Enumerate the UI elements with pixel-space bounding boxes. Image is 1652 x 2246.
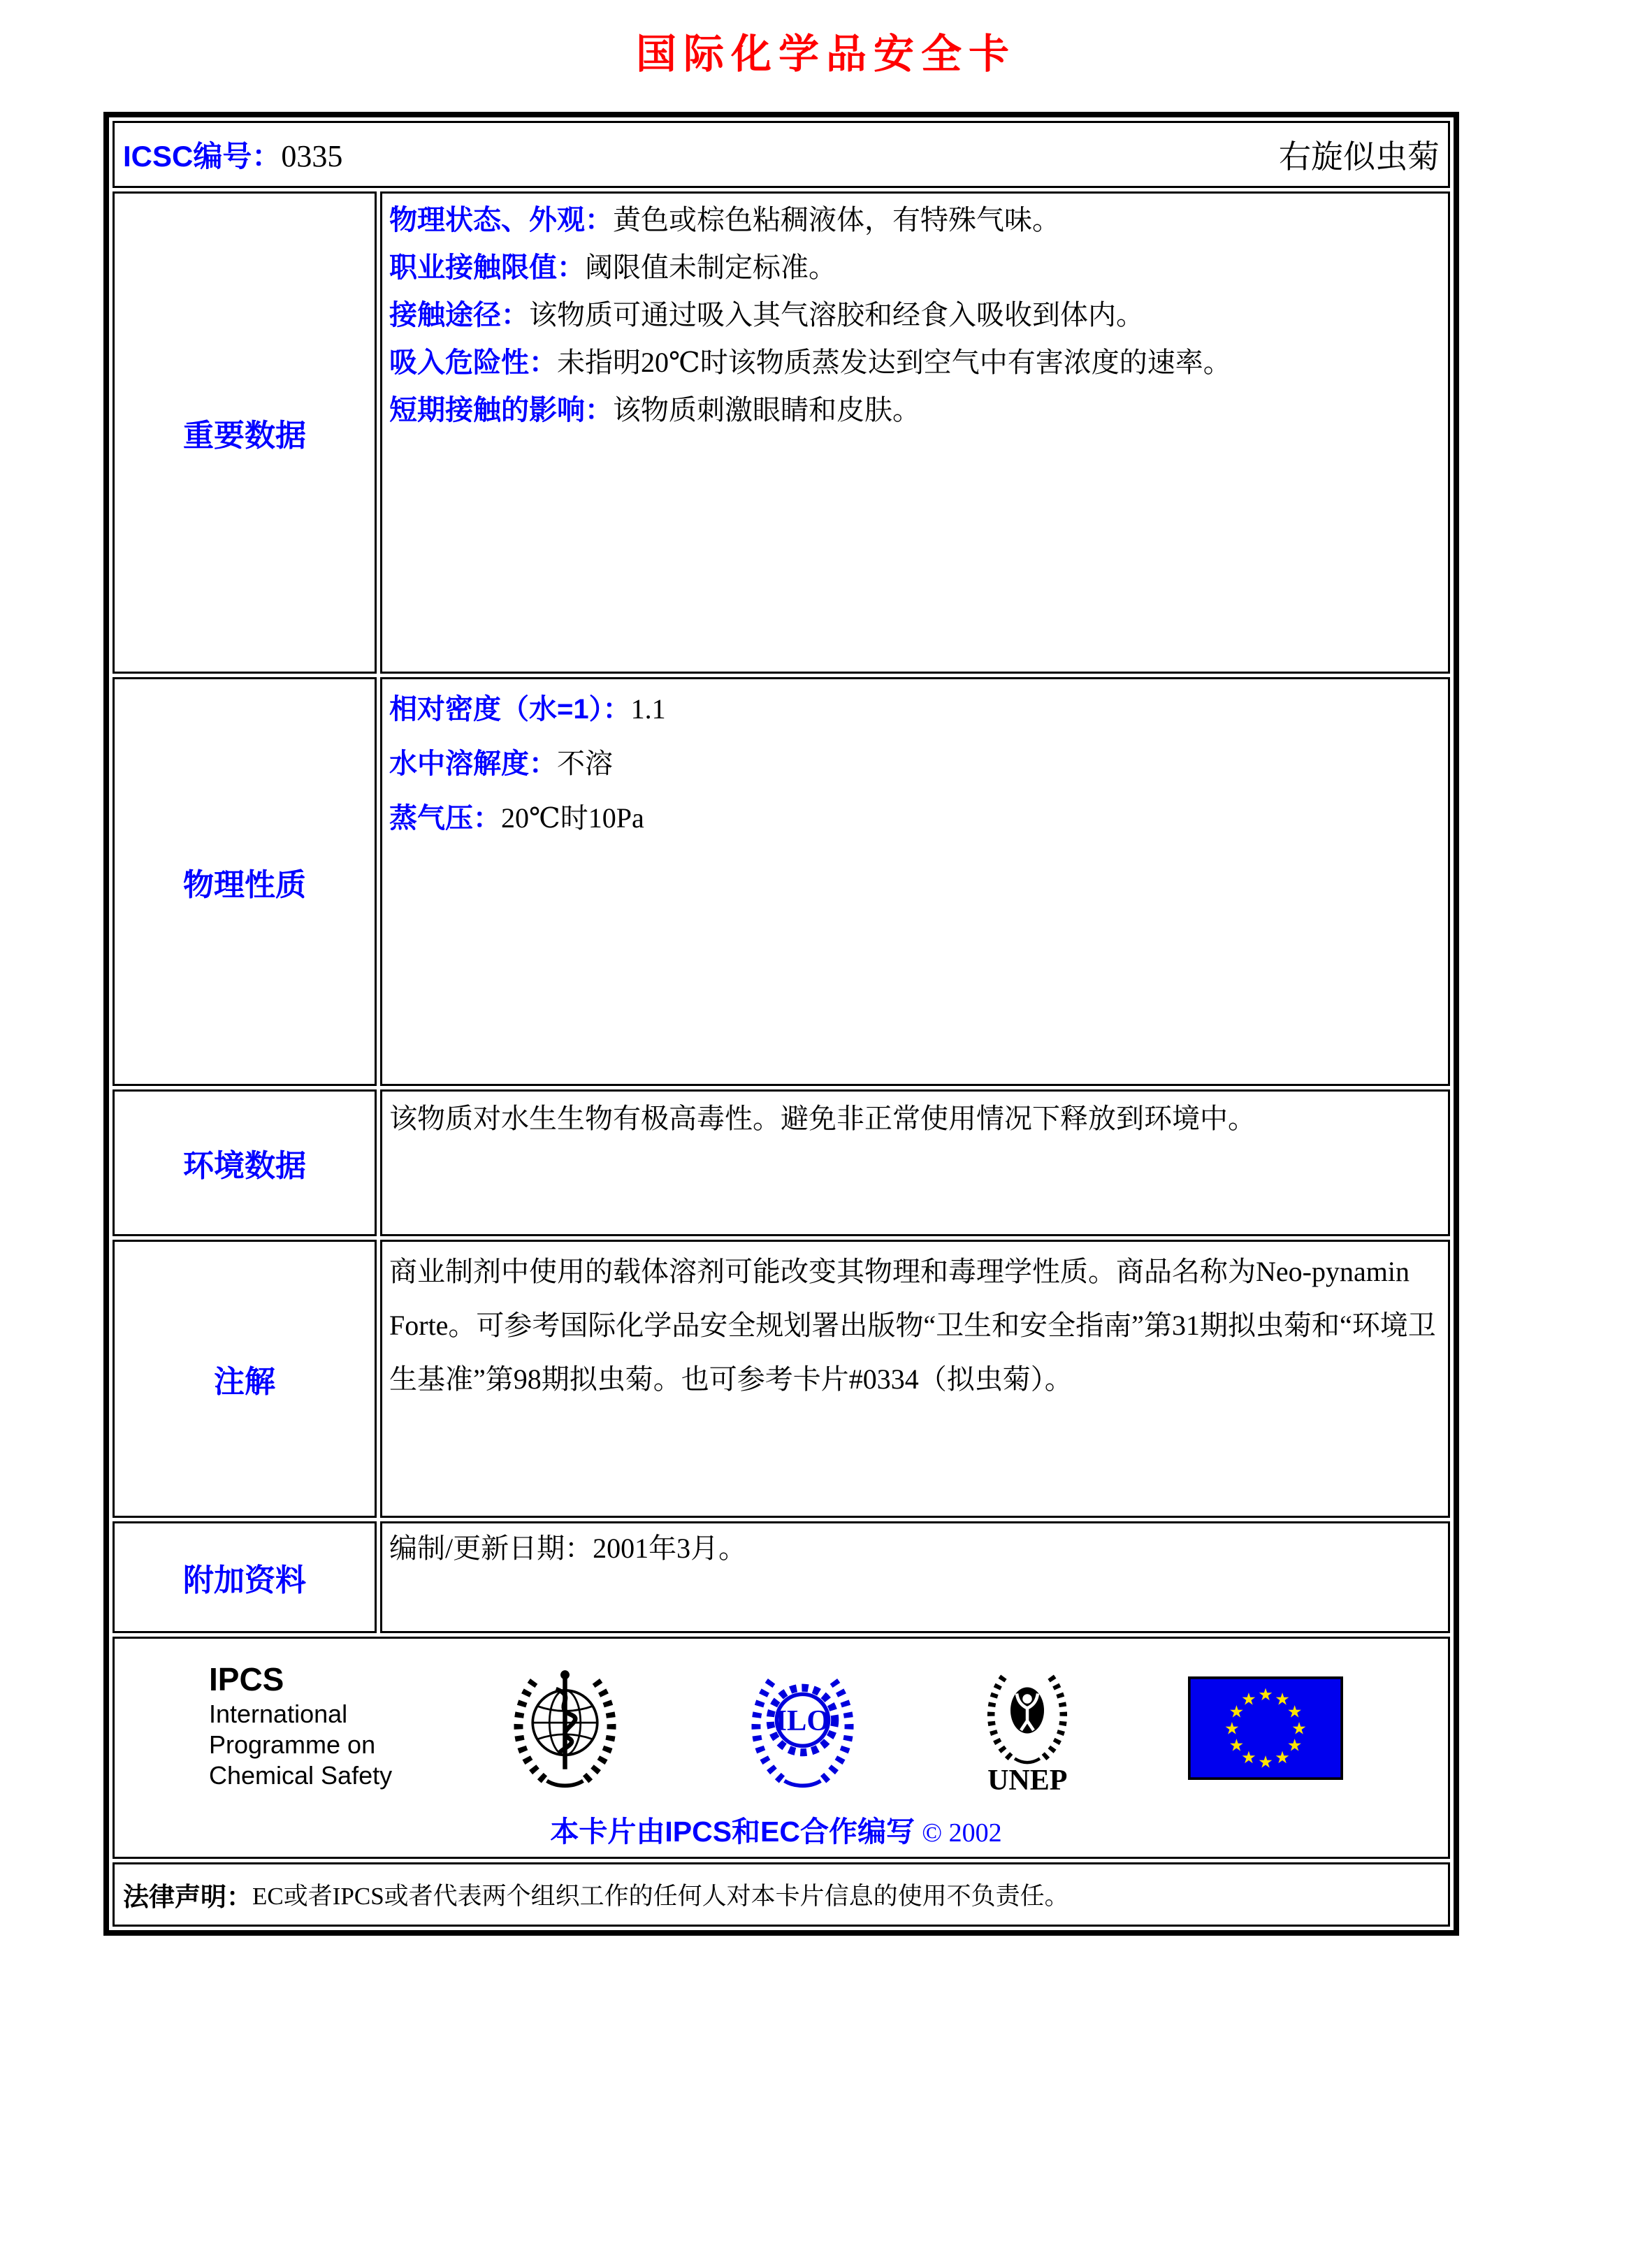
section-row-notes [113, 1240, 1450, 1518]
ipcs-text-block [209, 1660, 392, 1791]
section-label: 附加资料 [183, 1563, 306, 1597]
section-row-important-data [113, 191, 1450, 674]
icsc-number-label: ICSC编号： [123, 140, 282, 173]
field-value: 不溶 [557, 748, 613, 779]
field-label: 水中溶解度： [389, 748, 557, 779]
field-value: 20℃时10Pa [501, 802, 644, 834]
section-content-cell [380, 1521, 1450, 1633]
svg-text:★: ★ [1241, 1747, 1256, 1767]
section-row-additional-information [113, 1521, 1450, 1633]
field-label: 蒸气压： [389, 803, 501, 834]
field-label: 物理状态、外观： [389, 205, 613, 236]
section-label: 重要数据 [183, 419, 306, 453]
svg-text:★: ★ [1258, 1751, 1273, 1772]
section-text: 该物质对水生生物有极高毒性。避免非正常使用情况下释放到环境中。 [389, 1103, 1256, 1134]
section-label-cell [113, 677, 377, 1086]
card-header-row [113, 121, 1450, 188]
svg-text:★: ★ [1275, 1689, 1290, 1709]
section-text: 编制/更新日期：2001年3月。 [389, 1533, 747, 1564]
section-row-environmental-data [113, 1089, 1450, 1236]
ipcs-line: Programme on [209, 1730, 376, 1759]
data-line [389, 291, 1441, 339]
section-label-cell [113, 1240, 377, 1518]
section-content-cell [380, 677, 1450, 1086]
data-line [389, 196, 1441, 244]
footer-logos-row [113, 1637, 1450, 1859]
field-value: 该物质刺激眼睛和皮肤。 [613, 394, 920, 426]
unep-logo-icon [975, 1661, 1080, 1766]
data-line [389, 244, 1441, 291]
icsc-card-frame [103, 112, 1459, 1936]
section-label-cell [113, 191, 377, 674]
logo-row [209, 1660, 1343, 1796]
legal-text: EC或者IPCS或者代表两个组织工作的任何人对本卡片信息的使用不负责任。 [252, 1883, 1069, 1910]
ilo-logo-icon [738, 1663, 867, 1792]
who-logo-icon [500, 1663, 630, 1792]
svg-text:ILO: ILO [775, 1704, 830, 1738]
caption-text: 本卡片由IPCS和EC合作编写 [550, 1816, 915, 1848]
caption-copyright: © 2002 [922, 1818, 1002, 1848]
section-label: 环境数据 [183, 1149, 306, 1183]
unep-label: UNEP [987, 1764, 1068, 1797]
field-value: 黄色或棕色粘稠液体，有特殊气味。 [613, 204, 1060, 236]
svg-text:★: ★ [1229, 1701, 1245, 1721]
data-line [389, 791, 1441, 846]
icsc-number-value: 0335 [281, 139, 343, 173]
svg-text:★: ★ [1241, 1689, 1256, 1709]
section-content-cell [380, 1089, 1450, 1236]
legal-label: 法律声明： [123, 1883, 252, 1911]
field-value: 阈限值未制定标准。 [585, 252, 836, 283]
section-label-cell [113, 1521, 377, 1633]
field-value: 该物质可通过吸入其气溶胶和经食入吸收到体内。 [529, 299, 1144, 331]
field-label: 职业接触限值： [389, 252, 585, 283]
ipcs-title: IPCS [209, 1661, 284, 1697]
svg-text:★: ★ [1291, 1718, 1307, 1738]
legal-row [113, 1862, 1450, 1927]
chemical-name: 右旋似虫菊 [1279, 139, 1440, 175]
field-value: 1.1 [630, 693, 666, 725]
section-text: 商业制剂中使用的载体溶剂可能改变其物理和毒理学性质。商品名称为Neo-pynamin Forte。可参考国际化学品安全规划署出版物“卫生和安全指南”第31期拟虫菊和“环境卫生基准”第98期拟虫菊。也可参考卡片#0334（拟虫菊）。 [389, 1256, 1436, 1395]
svg-text:★: ★ [1275, 1747, 1290, 1767]
section-content-cell [380, 1240, 1450, 1518]
data-line [389, 682, 1441, 737]
field-label: 接触途径： [389, 300, 529, 331]
svg-text:★: ★ [1258, 1684, 1273, 1704]
field-label: 吸入危险性： [389, 347, 557, 378]
svg-text:★: ★ [1229, 1734, 1245, 1755]
svg-text:★: ★ [1224, 1718, 1240, 1738]
svg-text:★: ★ [1287, 1734, 1303, 1755]
page-title: 国际化学品安全卡 [635, 30, 1016, 78]
field-label: 短期接触的影响： [389, 395, 613, 426]
field-value: 未指明20℃时该物质蒸发达到空气中有害浓度的速率。 [557, 347, 1231, 378]
eu-flag-icon [1188, 1676, 1343, 1780]
section-label-cell [113, 1089, 377, 1236]
section-label: 物理性质 [183, 867, 306, 902]
ipcs-line: International [209, 1700, 348, 1728]
data-line [389, 737, 1441, 791]
data-line [389, 386, 1441, 434]
ipcs-line: Chemical Safety [209, 1761, 393, 1790]
data-line [389, 339, 1441, 386]
section-row-physical-properties [113, 677, 1450, 1086]
footer-caption [209, 1809, 1343, 1850]
svg-text:★: ★ [1287, 1701, 1303, 1721]
section-content-cell [380, 191, 1450, 674]
unep-logo-block [975, 1661, 1080, 1795]
field-label: 相对密度（水=1）： [389, 694, 631, 725]
section-label: 注解 [214, 1365, 275, 1399]
icsc-number-group [123, 133, 342, 175]
